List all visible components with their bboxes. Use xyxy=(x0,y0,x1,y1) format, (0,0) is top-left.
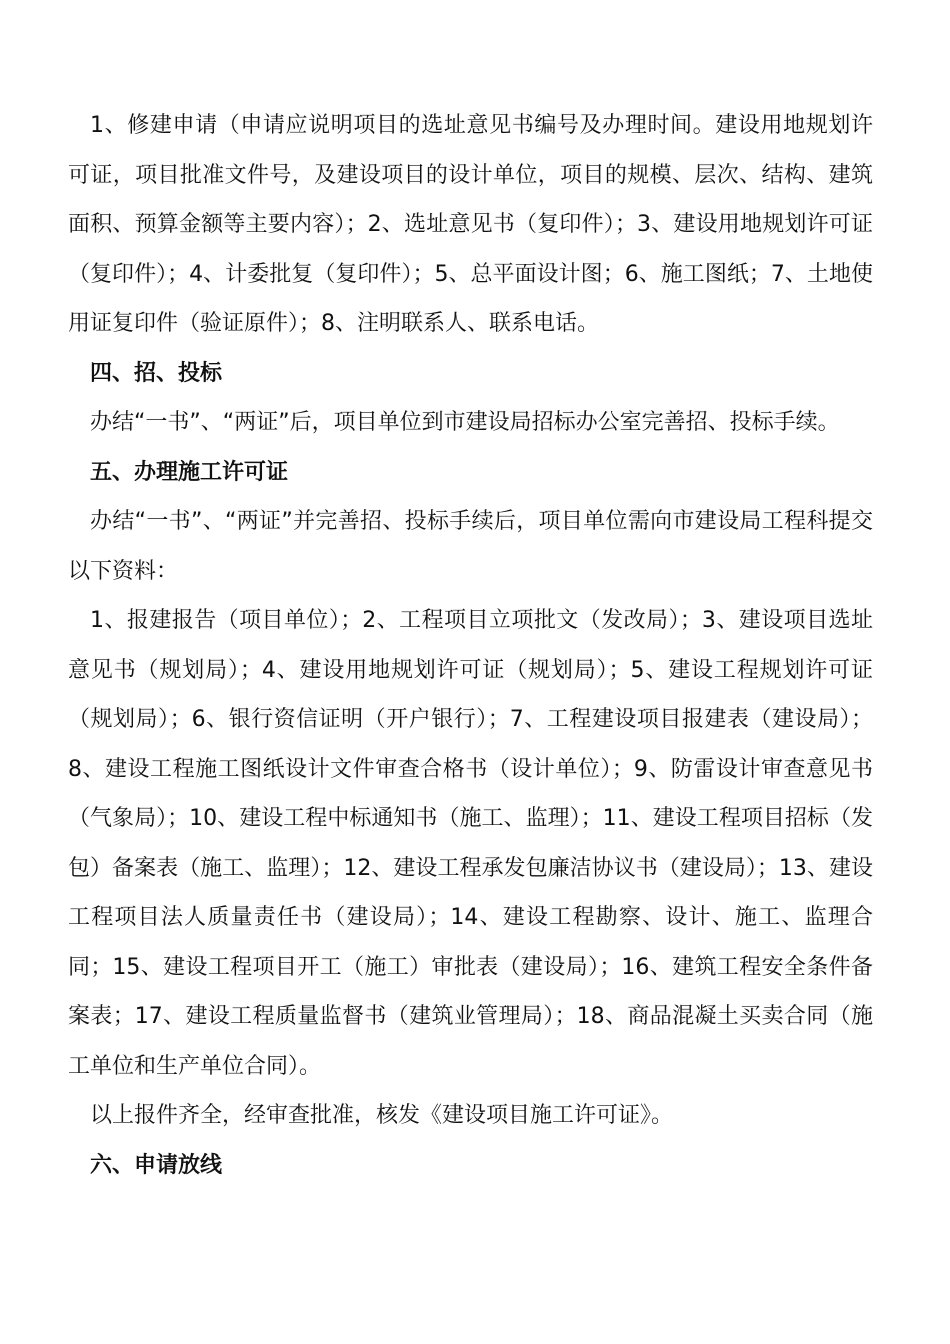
document-page xyxy=(68,101,873,1190)
section-heading-construction-permit: 五、办理施工许可证 xyxy=(90,459,289,485)
bidding-paragraph: 办结“一书”、“两证”后，项目单位到市建设局招标办公室完善招、投标手续。 xyxy=(90,410,840,435)
application-materials-paragraph: 1、修建申请（申请应说明项目的选址意见书编号及办理时间。建设用地规划许可证，项目批准文件号，及建设项目的设计单位，项目的规模、层次、结构、建筑面积、预算金额等主要内容）；2、选址意见书（复印件）；3、建设用地规划许可证（复印件）；4、计委批复（复印件）；5、总平面设计图；6、施工图纸；7、土地使用证复印件（验证原件）；8、注明联系人、联系电话。 xyxy=(68,113,873,336)
permit-materials-paragraph: 1、报建报告（项目单位）；2、工程项目立项批文（发改局）；3、建设项目选址意见书（规划局）；4、建设用地规划许可证（规划局）；5、建设工程规划许可证（规划局）；6、银行资信证明（开户银行）；7、工程建设项目报建表（建设局）；8、建设工程施工图纸设计文件审查合格书（设计单位）；9、防雷设计审查意见书（气象局）；10、建设工程中标通知书（施工、监理）；11、建设工程项目招标（发包）备案表（施工、监理）；12、建设工程承发包廉洁协议书（建设局）；13、建设工程项目法人质量责任书（建设局）；14、建设工程勘察、设计、施工、监理合同；15、建设工程项目开工（施工）审批表（建设局）；16、建筑工程安全条件备案表；17、建设工程质量监督书（建筑业管理局）；18、商品混凝土买卖合同（施工单位和生产单位合同）。 xyxy=(68,608,873,1079)
permit-issuance-paragraph: 以上报件齐全，经审查批准，核发《建设项目施工许可证》。 xyxy=(90,1103,674,1128)
section-heading-bidding: 四、招、投标 xyxy=(90,360,223,386)
section-heading-setting-out: 六、申请放线 xyxy=(90,1152,223,1178)
permit-intro-paragraph: 办结“一书”、“两证”并完善招、投标手续后，项目单位需向市建设局工程科提交以下资料： xyxy=(68,509,873,584)
